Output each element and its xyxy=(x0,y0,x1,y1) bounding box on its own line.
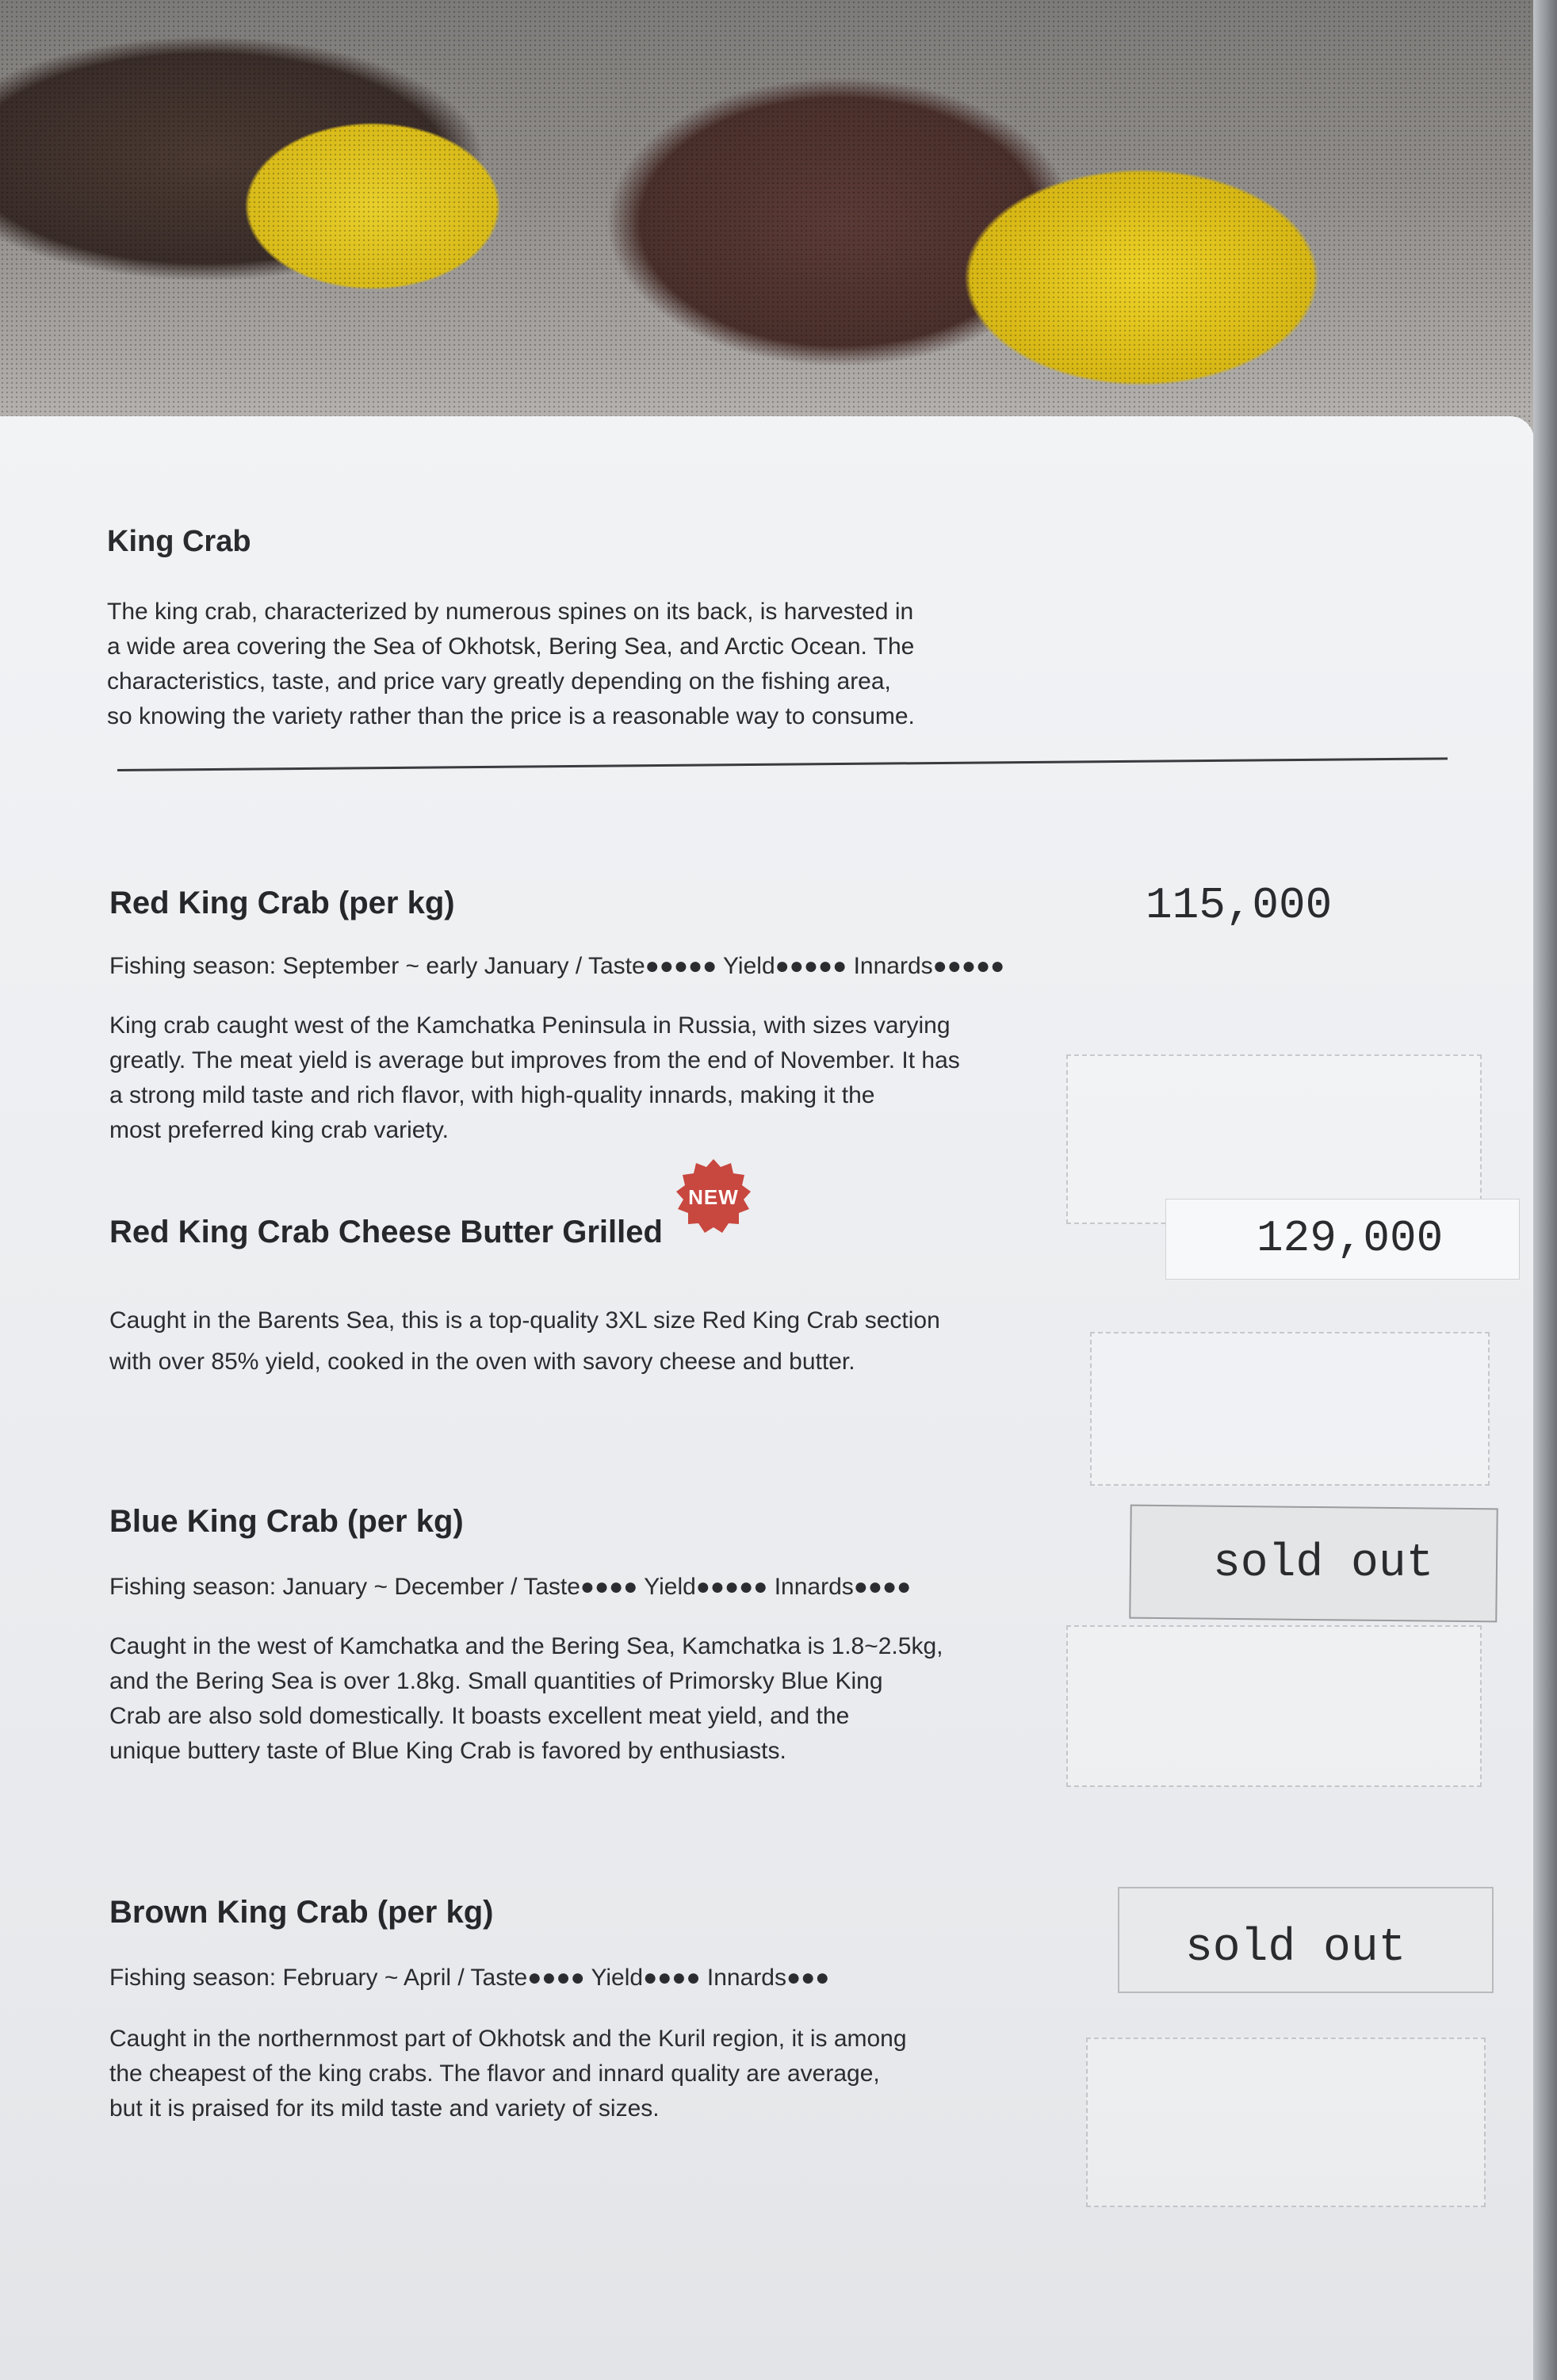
item-price: 115,000 xyxy=(1146,880,1333,931)
item-meta: Fishing season: January ~ December / Taste●●●● Yield●●●●● Innards●●●● xyxy=(109,1574,912,1600)
item-description xyxy=(109,1008,1108,1148)
faded-card xyxy=(1090,1332,1490,1486)
item-description xyxy=(109,1300,1108,1383)
section-description-line: so knowing the variety rather than the price is a reasonable way to consume. xyxy=(107,703,915,729)
item-description-line: King crab caught west of the Kamchatka Peninsula in Russia, with sizes varying xyxy=(109,1012,951,1039)
item-description-line: unique buttery taste of Blue King Crab is favored by enthusiasts. xyxy=(109,1738,786,1764)
item-description-line: with over 85% yield, cooked in the oven with savory cheese and butter. xyxy=(109,1349,855,1375)
faded-card xyxy=(1086,2038,1486,2207)
king-crab-photo xyxy=(0,0,1557,444)
section-description xyxy=(107,595,1106,734)
item-price: 129,000 xyxy=(1257,1213,1444,1264)
item-price: sold out xyxy=(1213,1538,1434,1590)
badge-label: NEW xyxy=(688,1184,739,1209)
item-description-line: Caught in the west of Kamchatka and the Bering Sea, Kamchatka is 1.8~2.5kg, xyxy=(109,1633,943,1659)
item-price: sold out xyxy=(1185,1923,1406,1974)
photo-halftone-texture xyxy=(0,0,1557,444)
item-description xyxy=(109,2022,1108,2126)
faded-card xyxy=(1066,1625,1482,1787)
item-description-line: most preferred king crab variety. xyxy=(109,1117,449,1143)
item-description-line: and the Bering Sea is over 1.8kg. Small quantities of Primorsky Blue King xyxy=(109,1668,883,1694)
item-description-line: greatly. The meat yield is average but improves from the end of November. It has xyxy=(109,1047,960,1073)
item-description-line: Crab are also sold domestically. It boasts excellent meat yield, and the xyxy=(109,1703,850,1729)
section-description-line: a wide area covering the Sea of Okhotsk, Bering Sea, and Arctic Ocean. The xyxy=(107,633,915,660)
item-name: Red King Crab Cheese Butter Grilled xyxy=(109,1215,663,1249)
item-description-line: the cheapest of the king crabs. The flavor and innard quality are average, xyxy=(109,2060,880,2087)
binder-edge xyxy=(1533,0,1557,2380)
section-description-line: The king crab, characterized by numerous spines on its back, is harvested in xyxy=(107,599,914,625)
item-description-line: a strong mild taste and rich flavor, with high-quality innards, making it the xyxy=(109,1082,875,1108)
item-description xyxy=(109,1629,1108,1769)
item-name: Red King Crab (per kg) xyxy=(109,886,455,920)
section-title: King Crab xyxy=(107,525,251,558)
item-name: Blue King Crab (per kg) xyxy=(109,1504,464,1539)
new-badge xyxy=(674,1157,753,1237)
item-name: Brown King Crab (per kg) xyxy=(109,1895,494,1930)
item-description-line: Caught in the Barents Sea, this is a top-quality 3XL size Red King Crab section xyxy=(109,1307,940,1333)
item-meta: Fishing season: September ~ early January / Taste●●●●● Yield●●●●● Innards●●●●● xyxy=(109,953,1005,979)
section-description-line: characteristics, taste, and price vary greatly depending on the fishing area, xyxy=(107,668,891,694)
item-description-line: but it is praised for its mild taste and variety of sizes. xyxy=(109,2095,660,2122)
item-meta: Fishing season: February ~ April / Taste●●●● Yield●●●● Innards●●● xyxy=(109,1965,830,1991)
item-description-line: Caught in the northernmost part of Okhotsk and the Kuril region, it is among xyxy=(109,2026,907,2052)
